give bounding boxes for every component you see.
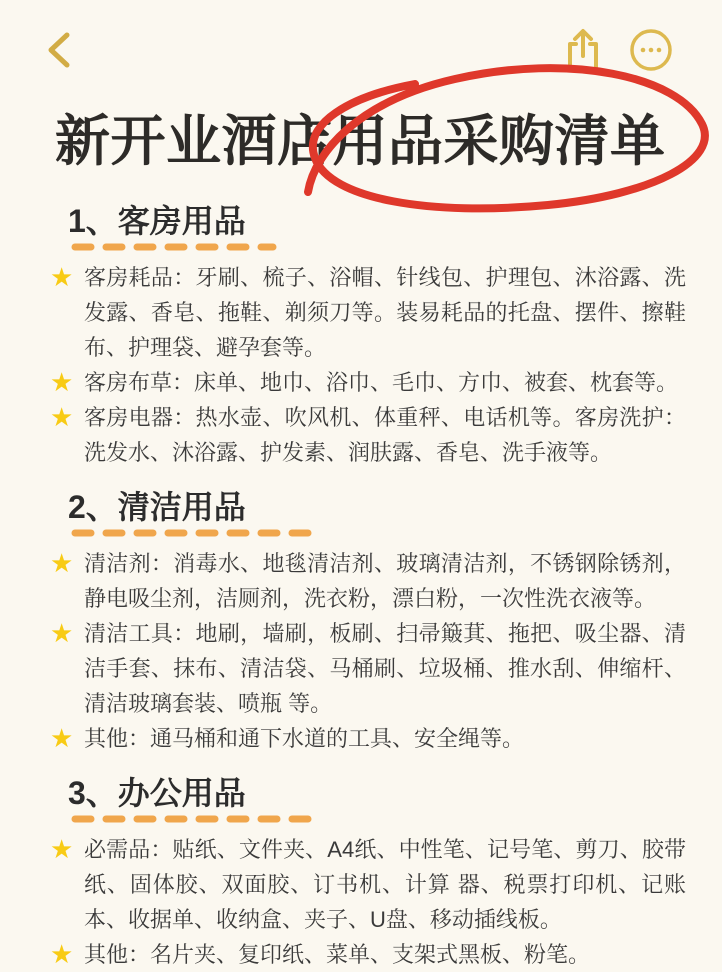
ellipsis-icon	[628, 27, 674, 76]
chevron-left-icon	[42, 27, 76, 76]
dashed-underline	[70, 242, 278, 252]
list-item	[50, 832, 686, 937]
section-list-3	[50, 832, 686, 972]
list-item	[50, 546, 686, 616]
list-item-text: 清洁剂：消毒水、地毯清洁剂、玻璃清洁剂，不锈钢除锈剂，静电吸尘剂，洁厕剂，洗衣粉，漂白粉，一次性洗衣液等。	[84, 551, 686, 611]
section-heading-2: 2、清洁用品	[68, 489, 246, 525]
list-item-text: 客房耗品：牙刷、梳子、浴帽、针线包、护理包、沐浴露、洗发露、香皂、拖鞋、剃须刀等。装易耗品的托盘、摆件、擦鞋布、护理袋、避孕套等。	[84, 265, 686, 360]
share-button[interactable]	[562, 25, 604, 78]
star-icon: ★	[50, 939, 74, 969]
list-item	[50, 365, 686, 400]
section-list-2	[50, 546, 686, 756]
star-icon: ★	[50, 402, 74, 432]
list-item	[50, 721, 686, 756]
list-item	[50, 616, 686, 721]
dashed-underline	[70, 528, 320, 538]
share-icon	[562, 25, 604, 78]
star-icon: ★	[50, 367, 74, 397]
note-content[interactable]	[0, 104, 722, 972]
star-icon: ★	[50, 834, 74, 864]
page-title: 新开业酒店用品采购清单	[55, 110, 666, 172]
list-item-text: 客房布草：床单、地巾、浴巾、毛巾、方巾、被套、枕套等。	[84, 370, 679, 395]
list-item-text: 清洁工具：地刷，墙刷，板刷、扫帚簸萁、拖把、吸尘器、清洁手套、抹布、清洁袋、马桶刷、垃圾桶、推水刮、伸缩杆、清洁玻璃套装、喷瓶 等。	[84, 621, 686, 716]
back-button[interactable]	[42, 27, 76, 76]
list-item-text: 其他：名片夹、复印纸、菜单、支架式黑板、粉笔。	[84, 942, 591, 967]
star-icon: ★	[50, 723, 74, 753]
list-item-text: 必需品：贴纸、文件夹、A4纸、中性笔、记号笔、剪刀、胶带纸、固体胶、双面胶、订书机、计算 器、税票打印机、记账本、收据单、收纳盒、夹子、U盘、移动插线板。	[84, 837, 686, 932]
star-icon: ★	[50, 262, 74, 292]
list-item	[50, 260, 686, 365]
more-button[interactable]	[628, 27, 674, 76]
list-item	[50, 937, 686, 972]
section-list-1	[50, 260, 686, 470]
section-heading-1: 1、客房用品	[68, 203, 246, 239]
list-item	[50, 400, 686, 470]
star-icon: ★	[50, 618, 74, 648]
star-icon: ★	[50, 548, 74, 578]
list-item-text: 其他：通马桶和通下水道的工具、安全绳等。	[84, 726, 525, 751]
dashed-underline	[70, 814, 320, 824]
list-item-text: 客房电器：热水壶、吹风机、体重秤、电话机等。客房洗护：洗发水、沐浴露、护发素、润肤露、香皂、洗手液等。	[84, 405, 686, 465]
section-heading-3: 3、办公用品	[68, 775, 246, 811]
navbar	[0, 0, 722, 76]
